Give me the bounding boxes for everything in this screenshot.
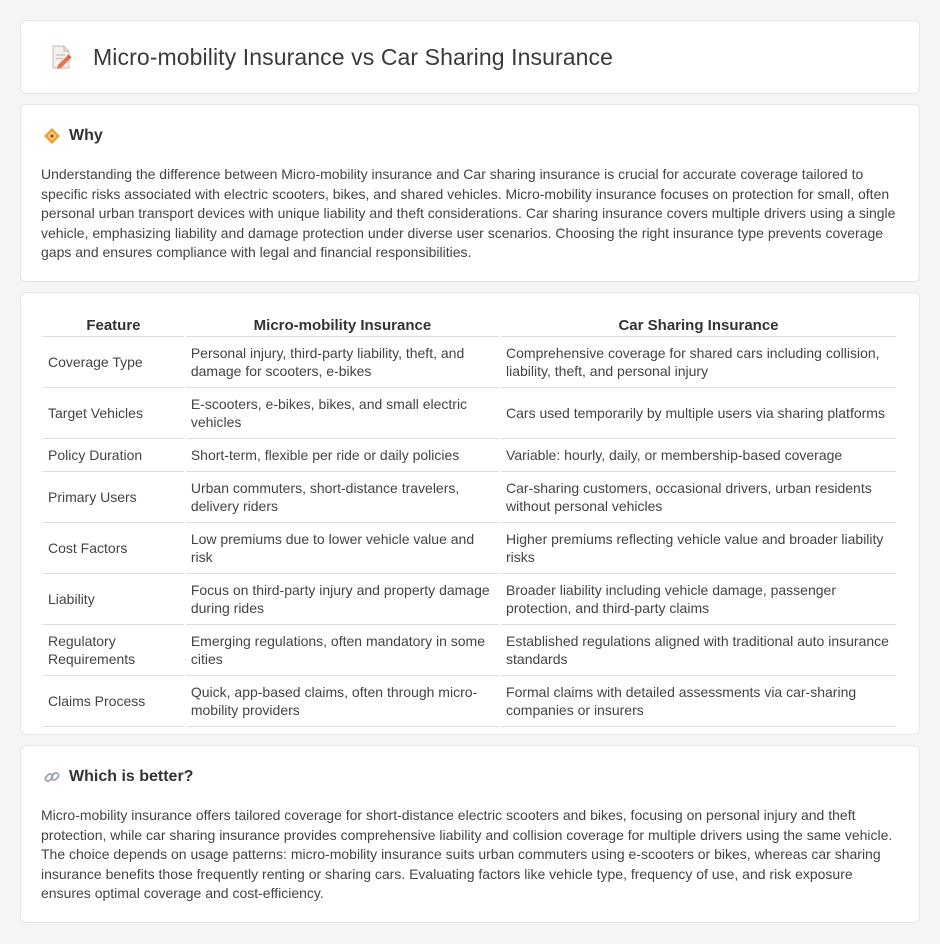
header-feature: Feature: [43, 315, 184, 337]
header-micro-mobility: Micro-mobility Insurance: [186, 315, 499, 337]
micro-mobility-cell: Personal injury, third-party liability, theft, and damage for scooters, e-bikes: [186, 337, 499, 388]
feature-cell: Regulatory Requirements: [43, 625, 184, 676]
feature-cell: Claims Process: [43, 676, 184, 727]
better-header: [43, 768, 193, 786]
feature-cell: Primary Users: [43, 472, 184, 523]
better-heading: Which is better?: [69, 768, 194, 785]
title-row: [47, 43, 613, 71]
feature-cell: Policy Duration: [43, 439, 184, 472]
diamond-warning-icon: [43, 127, 61, 145]
car-sharing-cell: Car-sharing customers, occasional drivers, urban residents without personal vehicles: [501, 472, 896, 523]
comparison-section: [20, 292, 920, 735]
why-section: [20, 104, 920, 282]
table-row: [43, 337, 896, 388]
link-icon: [43, 768, 61, 786]
table-row: [43, 388, 896, 439]
table-header-row: [43, 315, 896, 337]
why-heading: Why: [69, 127, 103, 144]
better-text: Micro-mobility insurance offers tailored coverage for short-distance electric scooters and bikes, focusing on personal injury and theft protection, while car sharing insurance provides comprehensive liability and collision coverage for multiple drivers using the same vehicle. The choice depends on usage patterns: micro-mobility insurance suits urban commuters using e-scooters or bikes, whereas car sharing insurance benefits those frequently renting or sharing cars. Evaluating factors like vehicle type, frequency of use, and risk exposure ensures optimal coverage and cost-efficiency.: [41, 807, 893, 902]
micro-mobility-cell: Urban commuters, short-distance travelers, delivery riders: [186, 472, 499, 523]
table-row: [43, 574, 896, 625]
header-car-sharing: Car Sharing Insurance: [501, 315, 896, 337]
feature-cell: Coverage Type: [43, 337, 184, 388]
car-sharing-cell: Formal claims with detailed assessments via car-sharing companies or insurers: [501, 676, 896, 727]
micro-mobility-cell: Quick, app-based claims, often through micro-mobility providers: [186, 676, 499, 727]
title-card: [20, 20, 920, 94]
why-text: Understanding the difference between Micro-mobility insurance and Car sharing insurance is crucial for accurate coverage tailored to specific risks associated with electric scooters, bikes, and shared vehicles. Micro-mobility insurance focuses on protection for small, often personal urban transport devices with unique liability and theft considerations. Car sharing insurance covers multiple drivers using a single vehicle, emphasizing liability and damage protection under diverse user scenarios. Choosing the right insurance type prevents coverage gaps and ensures compliance with legal and financial responsibilities.: [41, 166, 896, 261]
table-row: [43, 523, 896, 574]
document-pen-icon: [47, 43, 75, 71]
car-sharing-cell: Higher premiums reflecting vehicle value and broader liability risks: [501, 523, 896, 574]
car-sharing-cell: Variable: hourly, daily, or membership-based coverage: [501, 439, 896, 472]
feature-cell: Cost Factors: [43, 523, 184, 574]
micro-mobility-cell: Low premiums due to lower vehicle value and risk: [186, 523, 499, 574]
car-sharing-cell: Comprehensive coverage for shared cars including collision, liability, theft, and personal injury: [501, 337, 896, 388]
table-row: [43, 439, 896, 472]
feature-cell: Liability: [43, 574, 184, 625]
car-sharing-cell: Broader liability including vehicle damage, passenger protection, and third-party claims: [501, 574, 896, 625]
comparison-table: [41, 315, 898, 727]
car-sharing-cell: Established regulations aligned with traditional auto insurance standards: [501, 625, 896, 676]
car-sharing-cell: Cars used temporarily by multiple users via sharing platforms: [501, 388, 896, 439]
page-title: Micro-mobility Insurance vs Car Sharing Insurance: [93, 43, 614, 70]
table-row: [43, 676, 896, 727]
feature-cell: Target Vehicles: [43, 388, 184, 439]
micro-mobility-cell: Emerging regulations, often mandatory in some cities: [186, 625, 499, 676]
micro-mobility-cell: Short-term, flexible per ride or daily policies: [186, 439, 499, 472]
table-row: [43, 472, 896, 523]
micro-mobility-cell: Focus on third-party injury and property damage during rides: [186, 574, 499, 625]
better-section: [20, 745, 920, 923]
why-header: [43, 127, 103, 145]
table-row: [43, 625, 896, 676]
micro-mobility-cell: E-scooters, e-bikes, bikes, and small electric vehicles: [186, 388, 499, 439]
